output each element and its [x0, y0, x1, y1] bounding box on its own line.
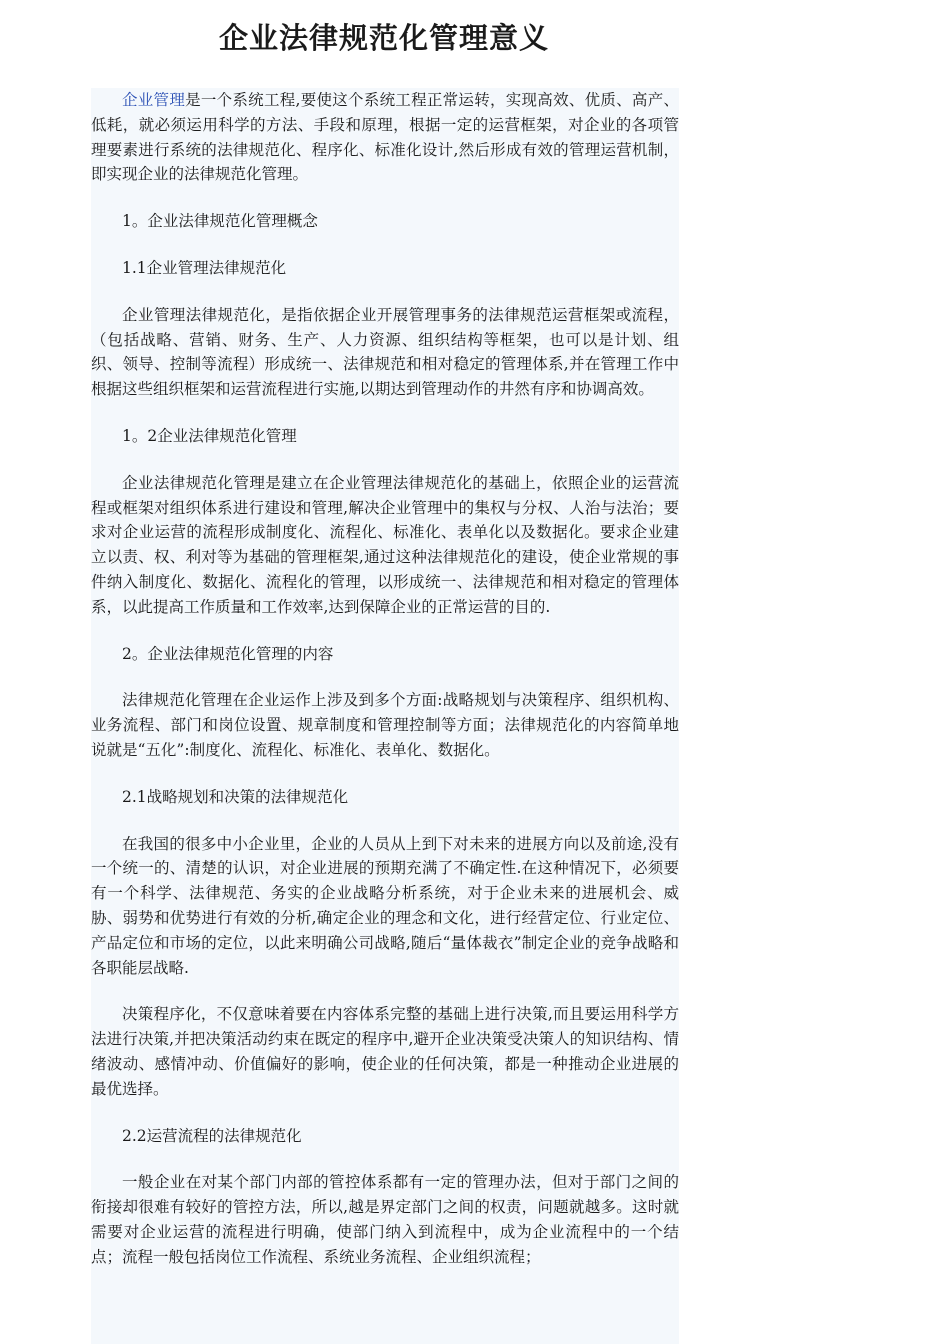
paragraph-2-1-a: 在我国的很多中小企业里，企业的人员从上到下对未来的进展方向以及前途,没有一个统一的、清楚的认识，对企业进展的预期充满了不确定性.在这种情况下，必须要有一个科学、法律规范、务实的企业战略分析系统，对于企业未来的进展机会、威胁、弱势和优势进行有效的分析,确定企业的理念和文化，进行经营定位、行业定位、产品定位和市场的定位，以此来明确公司战略,随后“量体裁衣”制定企业的竞争战略和各职能层战略.: [91, 834, 679, 977]
paragraph-1-2: 企业法律规范化管理是建立在企业管理法律规范化的基础上，依照企业的运营流程或框架对组织体系进行建设和管理,解决企业管理中的集权与分权、人治与法治；要求对企业运营的流程形成制度化、流程化、标准化、表单化以及数据化。要求企业建立以责、权、利对等为基础的管理框架,通过这种法律规范化的建设，使企业常规的事件纳入制度化、数据化、流程化的管理，以形成统一、法律规范和相对稳定的管理体系，以此提高工作质量和工作效率,达到保障企业的正常运营的目的.: [91, 473, 679, 616]
section-heading-1: 1。企业法律规范化管理概念: [122, 212, 318, 231]
section-heading-2-1: 2.1战略规划和决策的法律规范化: [122, 787, 349, 806]
paragraph-1-1: 企业管理法律规范化，是指依据企业开展管理事务的法律规范运营框架或流程，（包括战略、营销、财务、生产、人力资源、组织结构等框架，也可以是计划、组织、领导、控制等流程）形成统一、法律规范和相对稳定的管理体系,并在管理工作中根据这些组织框架和运营流程进行实施,以期达到管理动作的井然有序和协调高效。: [91, 305, 679, 399]
section-heading-1-2: 1。2企业法律规范化管理: [122, 426, 297, 445]
document-title: 企业法律规范化管理意义: [218, 21, 549, 55]
paragraph-2-2: 一般企业在对某个部门内部的管控体系都有一定的管理办法，但对于部门之间的衔接却很难有较好的管控方法，所以,越是界定部门之间的权责，问题就越多。这时就需要对企业运营的流程进行明确，使部门纳入到流程中，成为企业流程中的一个结点；流程一般包括岗位工作流程、系统业务流程、企业组织流程；: [91, 1173, 679, 1266]
document-body: [91, 88, 679, 1344]
section-heading-1-1: 1.1企业管理法律规范化: [122, 258, 287, 277]
section-heading-2: 2。企业法律规范化管理的内容: [122, 644, 334, 663]
enterprise-management-link[interactable]: 企业管理: [122, 91, 186, 109]
paragraph-2-1-b: 决策程序化，不仅意味着要在内容体系完整的基础上进行决策,而且要运用科学方法进行决策,并把决策活动约束在既定的程序中,避开企业决策受决策人的知识结构、情绪波动、感情冲动、价值偏好的影响，使企业的任何决策，都是一种推动企业进展的最优选择。: [91, 1005, 679, 1098]
intro-text: 是一个系统工程,要使这个系统工程正常运转，实现高效、优质、高产、低耗，就必须运用科学的方法、手段和原理，根据一定的运营框架，对企业的各项管理要素进行系统的法律规范化、程序化、标准化设计,然后形成有效的管理运营机制，即实现企业的法律规范化管理。: [91, 91, 679, 184]
paragraph-2: 法律规范化管理在企业运作上涉及到多个方面:战略规划与决策程序、组织机构、业务流程、部门和岗位设置、规章制度和管理控制等方面；法律规范化的内容简单地说就是“五化”:制度化、流程化、标准化、表单化、数据化。: [91, 691, 679, 759]
section-heading-2-2: 2.2运营流程的法律规范化: [122, 1126, 302, 1145]
intro-paragraph: [91, 88, 679, 187]
